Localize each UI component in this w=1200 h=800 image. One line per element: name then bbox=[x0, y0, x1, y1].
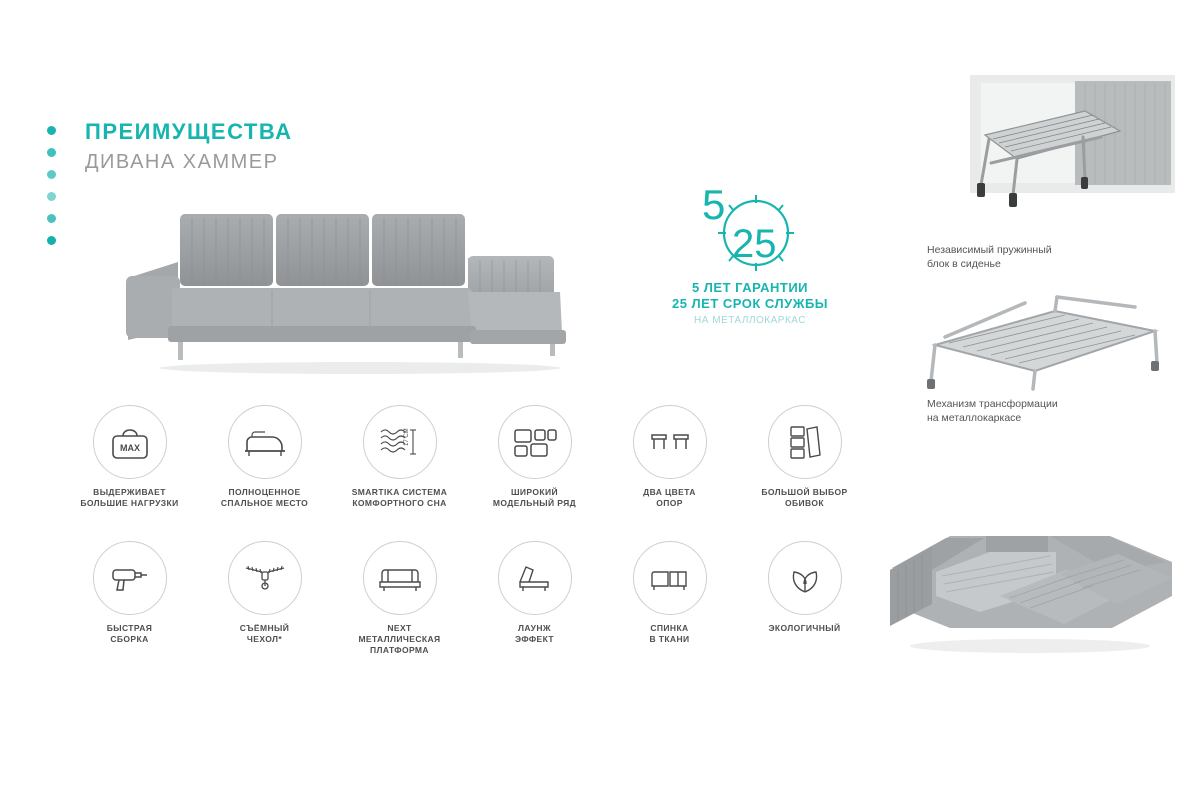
svg-text:MAX: MAX bbox=[119, 443, 140, 453]
warranty-top-number: 5 bbox=[702, 185, 726, 228]
feature-label: ШИРОКИЙ МОДЕЛЬНЫЙ РЯД bbox=[492, 487, 577, 508]
eco-leaf-icon bbox=[768, 541, 842, 615]
feature-removable-cover bbox=[197, 541, 332, 656]
feature-lounge-effect bbox=[467, 541, 602, 656]
dot-4 bbox=[47, 192, 56, 201]
weight-max-icon bbox=[93, 405, 167, 479]
warranty-numbers bbox=[640, 185, 860, 280]
drill-icon bbox=[93, 541, 167, 615]
backrest-fabric-icon bbox=[633, 541, 707, 615]
spring-block-caption: Независимый пружинный блок в сиденье bbox=[927, 244, 1052, 270]
features-row-1 bbox=[62, 405, 872, 509]
zipper-icon bbox=[228, 541, 302, 615]
features-row-2 bbox=[62, 541, 872, 656]
feature-smartika-system bbox=[332, 405, 467, 509]
feature-label: СПИНКА В ТКАНИ bbox=[649, 623, 690, 644]
svg-text:17 СМ: 17 СМ bbox=[403, 428, 410, 446]
spring-system-icon bbox=[363, 405, 437, 479]
dot-6 bbox=[47, 236, 56, 245]
features-grid bbox=[62, 405, 872, 656]
feature-two-leg-colors bbox=[602, 405, 737, 509]
sofa-platform-icon bbox=[363, 541, 437, 615]
feature-model-range bbox=[467, 405, 602, 509]
unfolded-sofa-photo bbox=[880, 500, 1180, 660]
main-sofa-image bbox=[120, 200, 580, 380]
feature-max-load bbox=[62, 405, 197, 509]
warranty-badge bbox=[640, 185, 860, 335]
feature-label: ПОЛНОЦЕННОЕ СПАЛЬНОЕ МЕСТО bbox=[220, 487, 309, 508]
dot-3 bbox=[47, 170, 56, 179]
dot-1 bbox=[47, 126, 56, 135]
two-legs-icon bbox=[633, 405, 707, 479]
transform-mechanism-caption: Механизм трансформации на металлокаркасе bbox=[927, 398, 1058, 424]
feature-fast-assembly bbox=[62, 541, 197, 656]
feature-label: ЭКОЛОГИЧНЫЙ bbox=[768, 623, 841, 633]
feature-fabric-backrest bbox=[602, 541, 737, 656]
feature-label: ЛАУНЖ ЭФФЕКТ bbox=[515, 623, 554, 644]
bed-icon bbox=[228, 405, 302, 479]
title-primary: ПРЕИМУЩЕСТВА bbox=[85, 119, 293, 144]
spring-block-photo bbox=[905, 75, 1175, 230]
feature-label: ДВА ЦВЕТА ОПОР bbox=[643, 487, 696, 508]
modular-range-icon bbox=[498, 405, 572, 479]
title-secondary: ДИВАНА ХАММЕР bbox=[85, 151, 279, 173]
warranty-line-3: НА МЕТАЛЛОКАРКАС bbox=[694, 315, 806, 326]
feature-label: СЪЁМНЫЙ ЧЕХОЛ* bbox=[239, 623, 290, 644]
page-title bbox=[85, 118, 293, 176]
warranty-line-2: 25 ЛЕТ СРОК СЛУЖБЫ bbox=[671, 296, 829, 311]
warranty-line-1: 5 ЛЕТ ГАРАНТИИ bbox=[691, 280, 809, 295]
transform-mechanism-photo bbox=[905, 285, 1175, 395]
dot-5 bbox=[47, 214, 56, 223]
feature-next-platform bbox=[332, 541, 467, 656]
feature-label: SMARTIKA СИСТЕМА КОМФОРТНОГО СНА bbox=[351, 487, 448, 508]
dot-decoration bbox=[47, 126, 56, 258]
fabric-swatches-icon bbox=[768, 405, 842, 479]
feature-sleeping-place bbox=[197, 405, 332, 509]
feature-label: БОЛЬШОЙ ВЫБОР ОБИВОК bbox=[761, 487, 848, 508]
feature-label: БЫСТРАЯ СБОРКА bbox=[106, 623, 153, 644]
feature-eco-friendly bbox=[737, 541, 872, 656]
dot-2 bbox=[47, 148, 56, 157]
feature-upholstery-choice bbox=[737, 405, 872, 509]
lounge-icon bbox=[498, 541, 572, 615]
warranty-bottom-number: 25 bbox=[732, 222, 777, 266]
feature-label: ВЫДЕРЖИВАЕТ БОЛЬШИЕ НАГРУЗКИ bbox=[80, 487, 179, 508]
feature-label: NEXT МЕТАЛЛИЧЕСКАЯ ПЛАТФОРМА bbox=[358, 623, 441, 655]
